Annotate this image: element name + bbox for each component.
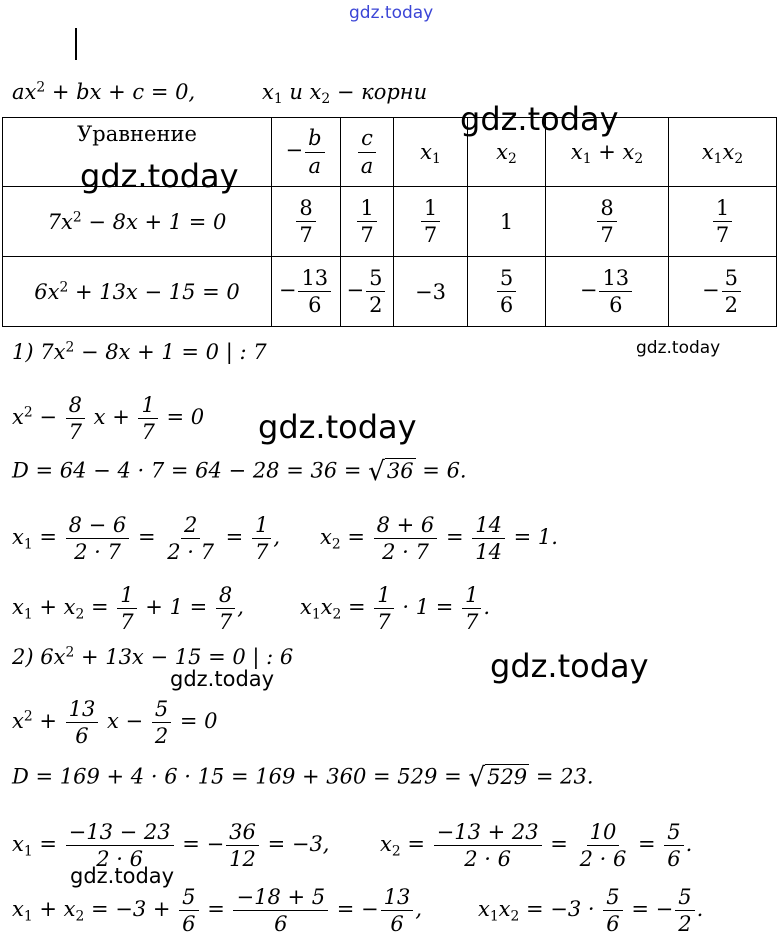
solution1-x2: $x_2$ = $\frac{8 + 6}{2 \cdot 7}$ = $\frac{14}{14}$ = 1. bbox=[320, 513, 558, 565]
table-row bbox=[3, 257, 777, 327]
general-equation bbox=[12, 80, 195, 104]
row2-product: − $\frac{5}{2}$ bbox=[669, 257, 777, 327]
table-row bbox=[3, 187, 777, 257]
watermark: gdz.today bbox=[636, 338, 721, 358]
solution1-discriminant: D = 64 − 4 · 7 = 64 − 28 = 36 = √36 = 6. bbox=[12, 457, 467, 487]
solution2-x1: $x_1$ = $\frac{-13 - 23}{2 \cdot 6}$ = − $\frac{36}{12}$ = −3, bbox=[12, 820, 330, 872]
header-x1: $x_1$ bbox=[394, 118, 468, 187]
text-cursor bbox=[75, 28, 77, 60]
header-x2: $x_2$ bbox=[468, 118, 546, 187]
row2-c-over-a: − $\frac{5}{2}$ bbox=[341, 257, 394, 327]
general-equation-text: $ax^2$ + bx + c = 0, bbox=[12, 79, 196, 104]
row1-product: $\frac{1}{7}$ bbox=[669, 187, 777, 257]
solution1-sum: $x_1 + x_2$ = $\frac{1}{7}$ + 1 = $\frac{8}{7}$ , bbox=[12, 583, 244, 635]
solution2-x2: $x_2$ = $\frac{-13 + 23}{2 \cdot 6}$ = $\frac{10}{2 \cdot 6}$ = $\frac{5}{6}$ . bbox=[380, 820, 693, 872]
row1-c-over-a: $\frac{1}{7}$ bbox=[341, 187, 394, 257]
row2-equation: $6x^2 + 13x - 15 = 0$ bbox=[3, 257, 272, 327]
solution2-product: $x_1x_2 = -3$ · $\frac{5}{6}$ = − $\frac{5}{2}$ . bbox=[478, 885, 704, 936]
solution1-title: 1) $7x^2 - 8x + 1 = 0$ | : 7 bbox=[12, 339, 267, 364]
row1-equation: $7x^2 - 8x + 1 = 0$ bbox=[3, 187, 272, 257]
header-neg-b-over-a: − $\frac{b}{a}$ bbox=[272, 118, 341, 187]
roots-note-text: $x_1$ и $x_2$ − корни bbox=[262, 80, 428, 108]
solution2-discriminant: D = 169 + 4 · 6 · 15 = 169 + 360 = 529 = √529 = 23. bbox=[12, 763, 594, 793]
solution2-sum: $x_1 + x_2 = -3$ + $\frac{5}{6}$ = $\frac{-18 + 5}{6}$ = − $\frac{13}{6}$ , bbox=[12, 885, 423, 936]
table-header-row bbox=[3, 118, 777, 187]
header-product: $x_1x_2$ bbox=[669, 118, 777, 187]
row2-neg-b-over-a: − $\frac{13}{6}$ bbox=[272, 257, 341, 327]
watermark: gdz.today bbox=[258, 408, 417, 446]
row2-x2: $\frac{5}{6}$ bbox=[468, 257, 546, 327]
watermark: gdz.today bbox=[490, 647, 649, 685]
vieta-table bbox=[2, 117, 777, 327]
watermark: gdz.today bbox=[349, 3, 434, 23]
row1-sum: $\frac{8}{7}$ bbox=[546, 187, 669, 257]
solution1-x1: $x_1$ = $\frac{8 - 6}{2 \cdot 7}$ = $\frac{2}{2 \cdot 7}$ = $\frac{1}{7}$ , bbox=[12, 513, 281, 565]
row1-x2: 1 bbox=[468, 187, 546, 257]
roots-note bbox=[262, 80, 428, 108]
watermark: gdz.today bbox=[80, 157, 239, 195]
solution2-title: 2) $6x^2 + 13x - 15 = 0$ | : 6 bbox=[12, 644, 294, 669]
header-sum: $x_1 + x_2$ bbox=[546, 118, 669, 187]
header-c-over-a: $\frac{c}{a}$ bbox=[341, 118, 394, 187]
row1-x1: $\frac{1}{7}$ bbox=[394, 187, 468, 257]
watermark: gdz.today bbox=[70, 864, 175, 888]
row2-x1: −3 bbox=[394, 257, 468, 327]
solution2-reduced: $x^2$ + $\frac{13}{6}$ x − $\frac{5}{2}$ = 0 bbox=[12, 697, 218, 749]
solution1-reduced: $x^2$ − $\frac{8}{7}$ x + $\frac{1}{7}$ = 0 bbox=[12, 393, 205, 445]
row2-sum: − $\frac{13}{6}$ bbox=[546, 257, 669, 327]
watermark: gdz.today bbox=[460, 100, 619, 138]
row1-neg-b-over-a: $\frac{8}{7}$ bbox=[272, 187, 341, 257]
watermark: gdz.today bbox=[170, 667, 275, 691]
solution1-product: $x_1x_2$ = $\frac{1}{7}$ · 1 = $\frac{1}{7}$ . bbox=[300, 583, 491, 635]
header-equation: Уравнение bbox=[3, 118, 272, 187]
